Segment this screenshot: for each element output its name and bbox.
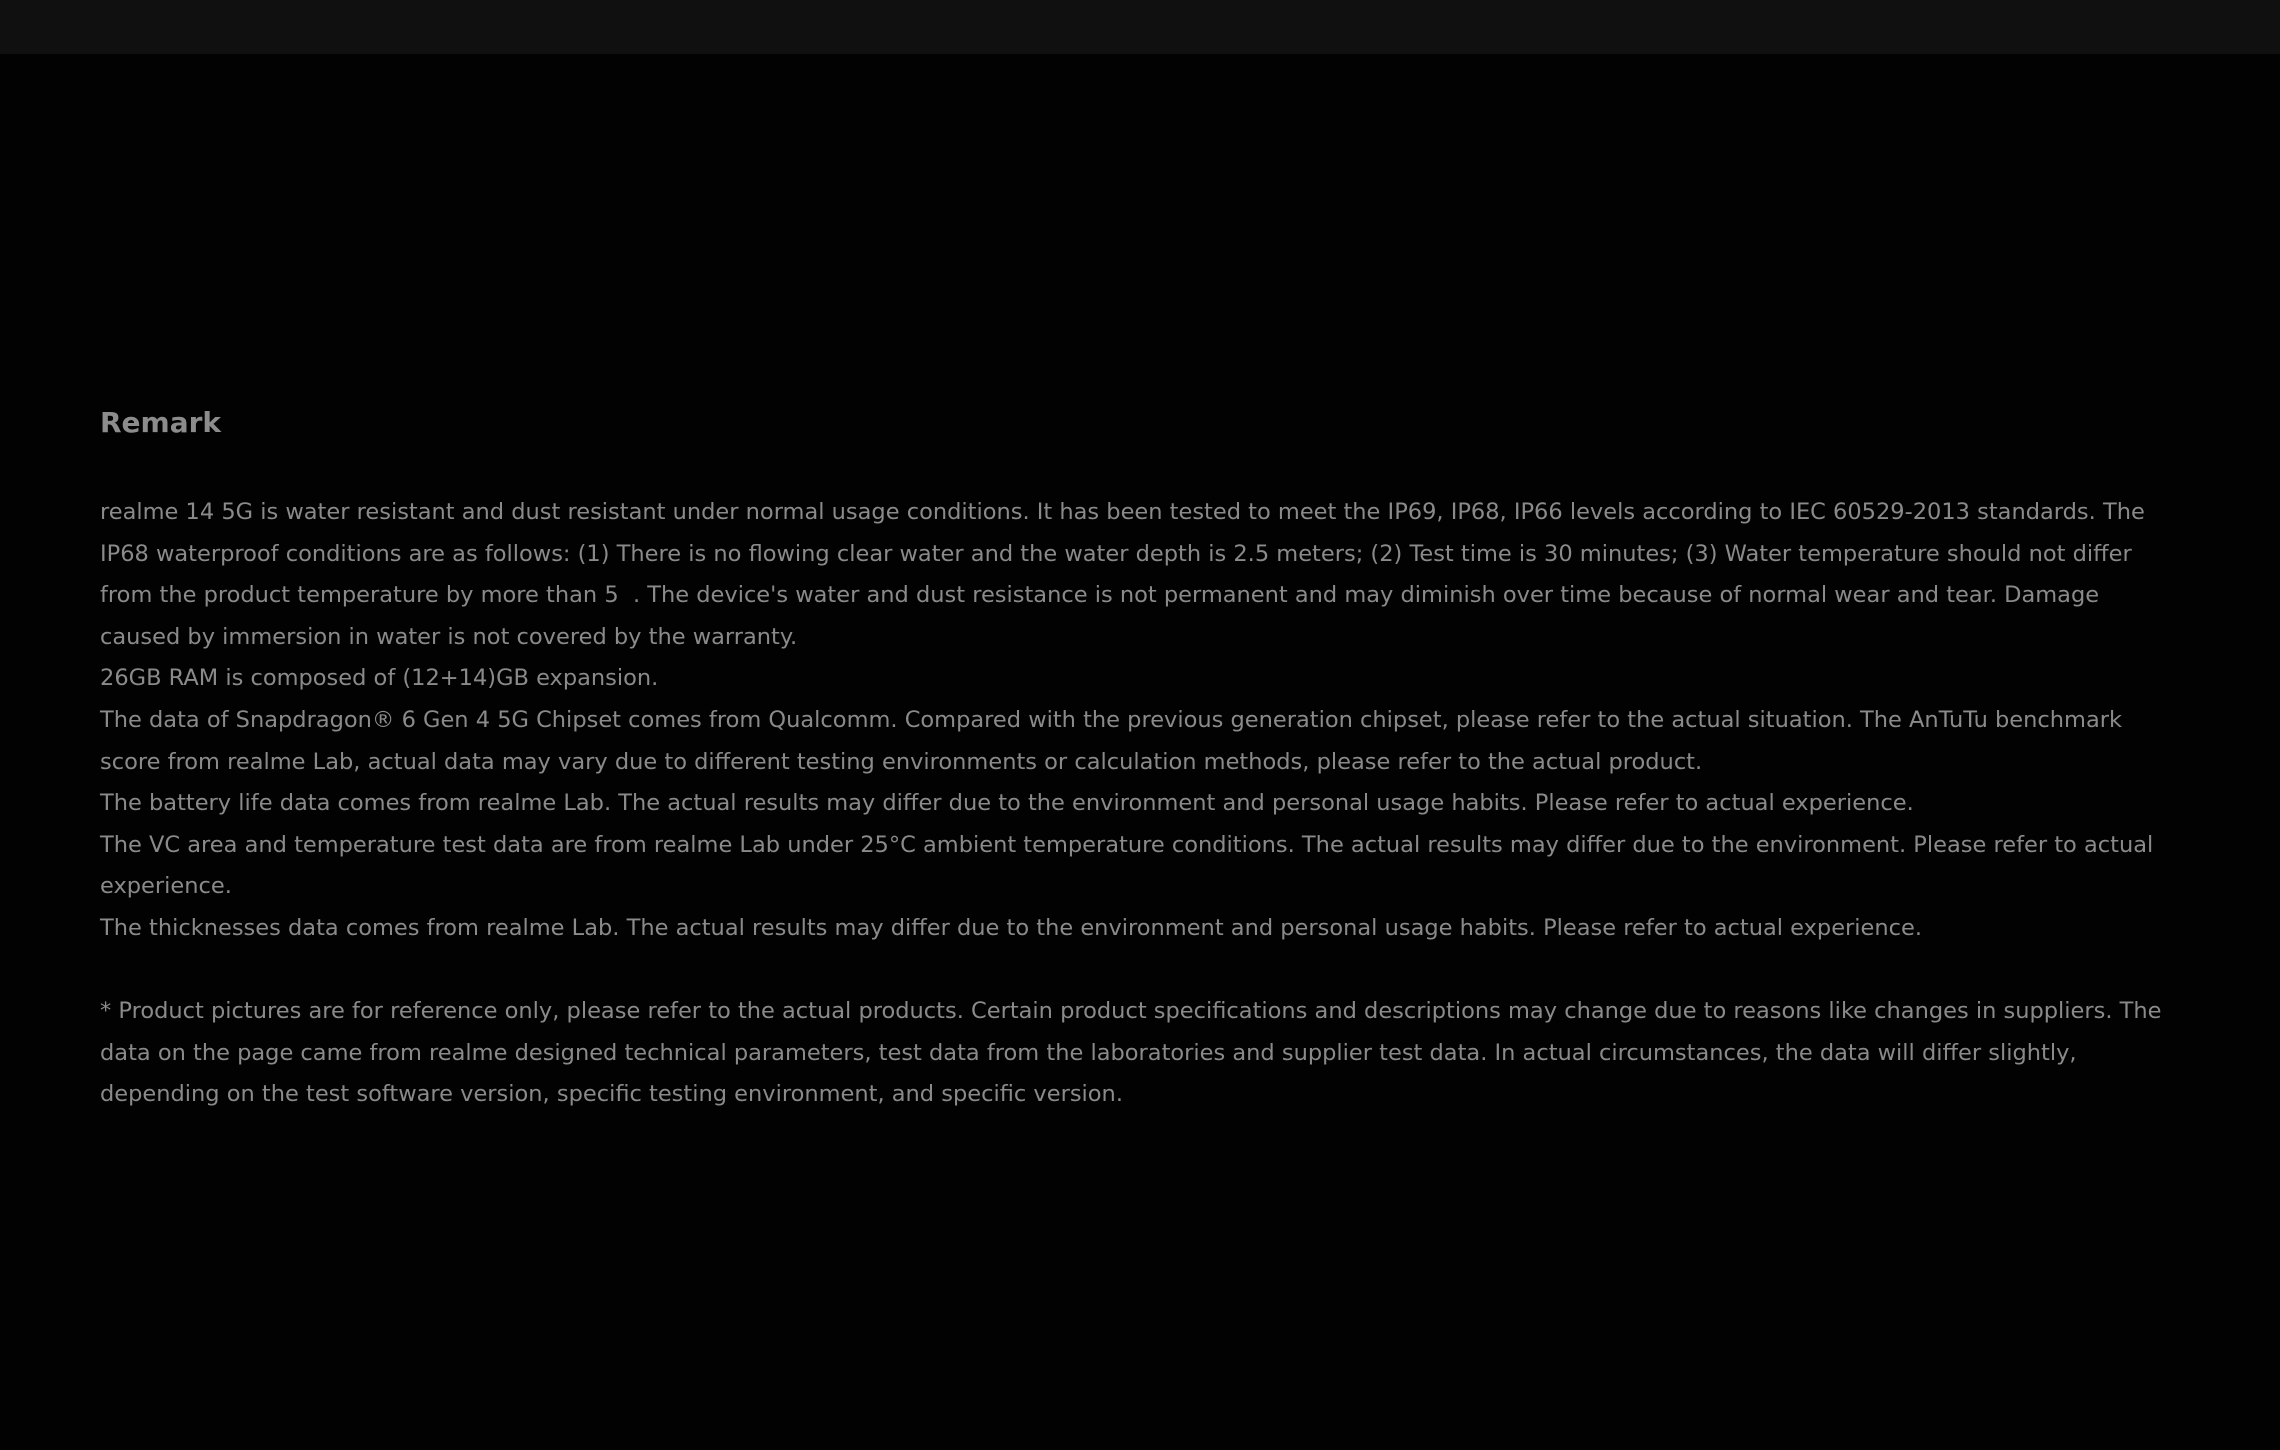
remark-list bbox=[100, 492, 2180, 950]
remark-item-vc-area: The VC area and temperature test data are from realme Lab under 25°C ambient temperature conditions. The actual results may differ due to the environment. Please refer to actual experience. bbox=[100, 831, 2154, 900]
remark-item-battery: The battery life data comes from realme Lab. The actual results may differ due to the environment and personal usage habits. Please refer to actual experience. bbox=[100, 790, 1914, 817]
remark-title: Remark bbox=[100, 406, 222, 439]
disclaimer-text: * Product pictures are for reference only, please refer to the actual products. Certain product specifications and descriptions may change due to reasons like changes in suppliers. The data on the page came from realme designed technical parameters, test data from the laboratories and supplier test data. In actual circumstances, the data will differ slightly, depending on the test software version, specific testing environment, and specific version. bbox=[100, 998, 2162, 1108]
remark-item-chipset: The data of Snapdragon® 6 Gen 4 5G Chipset comes from Qualcomm. Compared with the previous generation chipset, please refer to the actual situation. The AnTuTu benchmark score from realme Lab, actual data may vary due to different testing environments or calculation methods, please refer to the actual product. bbox=[100, 706, 2123, 775]
remark-section bbox=[100, 400, 2180, 1116]
remark-item-thickness: The thicknesses data comes from realme Lab. The actual results may differ due to the environment and personal usage habits. Please refer to actual experience. bbox=[100, 914, 1923, 941]
top-bar bbox=[0, 0, 2280, 54]
remark-item-water-resistance: realme 14 5G is water resistant and dust resistant under normal usage conditions. It has been tested to meet the IP69, IP68, IP66 levels according to IEC 60529-2013 standards. The IP68 waterproof conditions are as follows: (1) There is no flowing clear water and the water depth is 2.5 meters; (2) Test time is 30 minutes; (3) Water temperature should not differ from the product temperature by more than 5 . The device's water and dust resistance is not permanent and may diminish over time because of normal wear and tear. Damage caused by immersion in water is not covered by the warranty. bbox=[100, 499, 2145, 650]
remark-item-ram: 26GB RAM is composed of (12+14)GB expansion. bbox=[100, 665, 659, 692]
